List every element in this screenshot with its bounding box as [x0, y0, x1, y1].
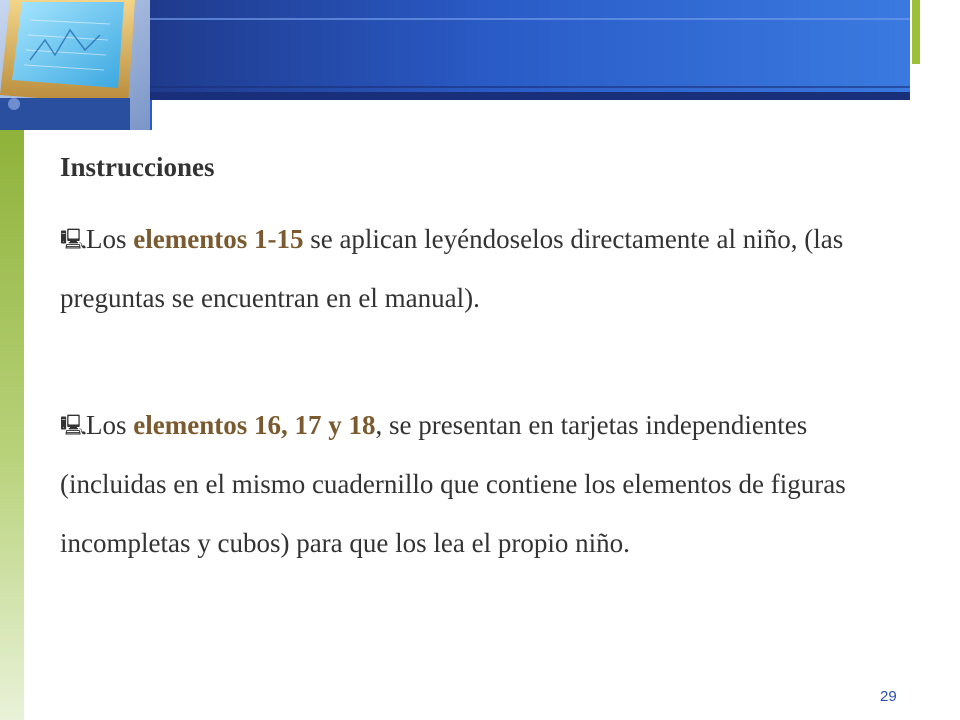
- slide-title: Instrucciones: [60, 152, 215, 182]
- computer-icon: 🖳: [60, 227, 87, 251]
- paragraph-text: Los: [86, 224, 134, 254]
- paragraph-text: se aplican leyéndoselos directamente al niño, (las preguntas se encuentran en el manual).: [60, 224, 844, 313]
- emphasis-text: elementos 16, 17 y 18: [133, 410, 376, 440]
- computer-icon: 🖳: [60, 413, 87, 437]
- paragraph-elements-16-18: [60, 396, 900, 573]
- page-number: 29: [880, 688, 897, 705]
- header-strip: [150, 92, 910, 100]
- header-line: [150, 18, 910, 20]
- paragraph-text: , se presentan en tarjetas independientes (incluidas en el mismo cuadernillo que contiene los elementos de figuras incompletas y cubos) para que los lea el propio niño.: [60, 410, 846, 558]
- green-accent-bar: [912, 0, 920, 64]
- header-line: [150, 86, 910, 88]
- monitor-illustration: [0, 0, 150, 130]
- paragraph-text: Los: [86, 410, 134, 440]
- header-banner: [150, 0, 910, 100]
- emphasis-text: elementos 1-15: [133, 224, 304, 254]
- left-green-stripe: [0, 130, 24, 720]
- paragraph-elements-1-15: [60, 210, 900, 328]
